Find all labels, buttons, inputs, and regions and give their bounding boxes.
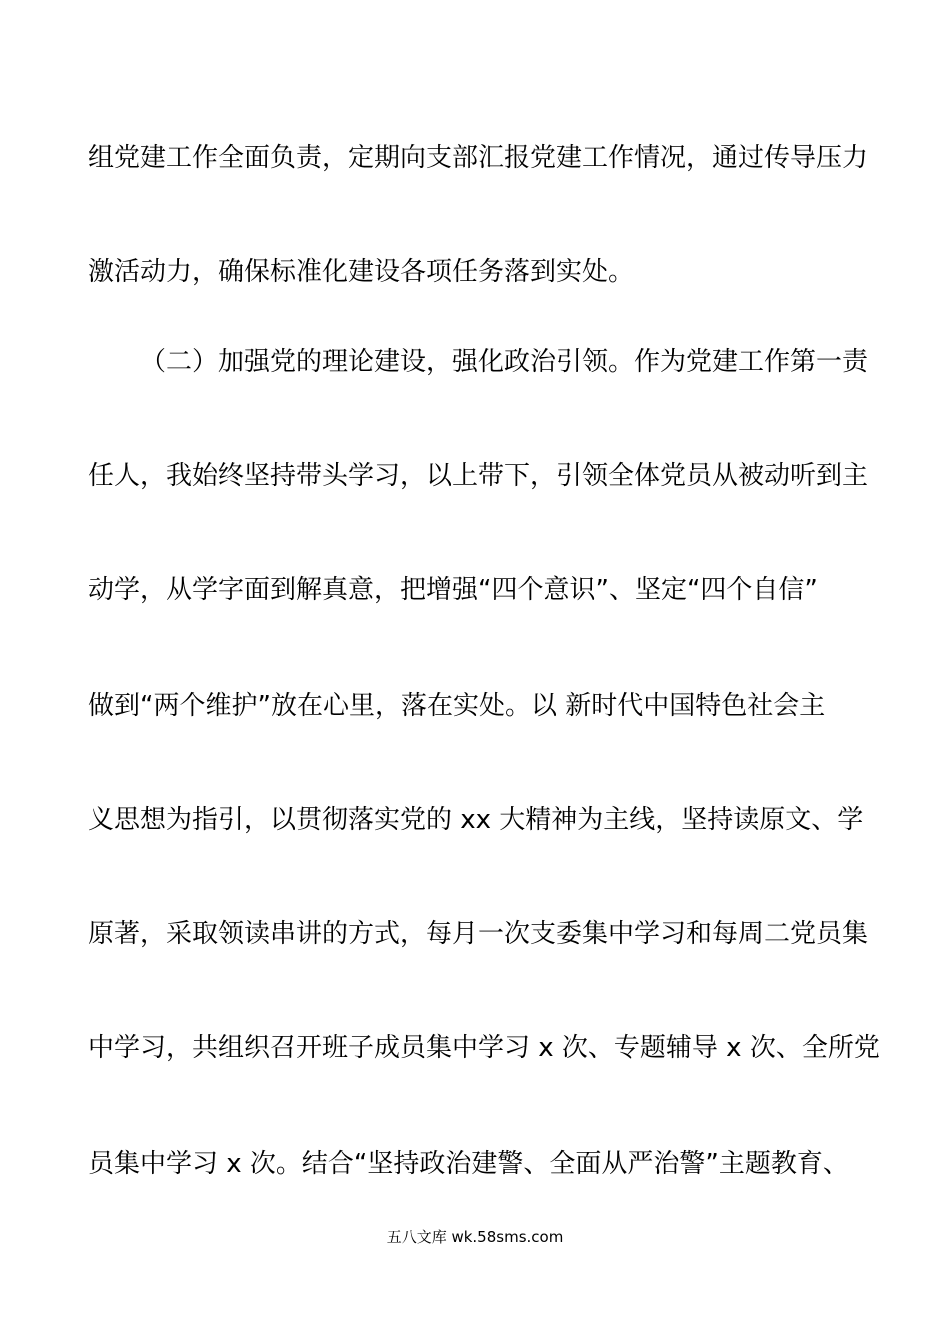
paragraph-line-10: 员集中学习 x 次。结合“坚持政治建警、全面从严治警”主题教育、 xyxy=(88,1149,849,1179)
paragraph-line-2: 激活动力，确保标准化建设各项任务落到实处。 xyxy=(88,257,635,287)
paragraph-line-3: （二）加强党的理论建设，强化政治引领。作为党建工作第一责 xyxy=(140,347,869,377)
paragraph-line-4: 任人，我始终坚持带头学习，以上带下，引领全体党员从被动听到主 xyxy=(88,461,869,491)
paragraph-line-7: 义思想为指引，以贯彻落实党的 xx 大精神为主线，坚持读原文、学 xyxy=(88,805,864,835)
page-footer-watermark: 五八文库 wk.58sms.com xyxy=(386,1228,564,1246)
paragraph-line-9: 中学习，共组织召开班子成员集中学习 x 次、专题辅导 x 次、全所党 xyxy=(88,1033,880,1063)
paragraph-line-5: 动学，从学字面到解真意，把增强“四个意识”、坚定“四个自信” xyxy=(88,575,818,605)
paragraph-line-6: 做到“两个维护”放在心里，落在实处。以 新时代中国特色社会主 xyxy=(88,691,826,721)
paragraph-line-1: 组党建工作全面负责，定期向支部汇报党建工作情况，通过传导压力 xyxy=(88,143,869,173)
paragraph-line-8: 原著，采取领读串讲的方式，每月一次支委集中学习和每周二党员集 xyxy=(88,919,869,949)
